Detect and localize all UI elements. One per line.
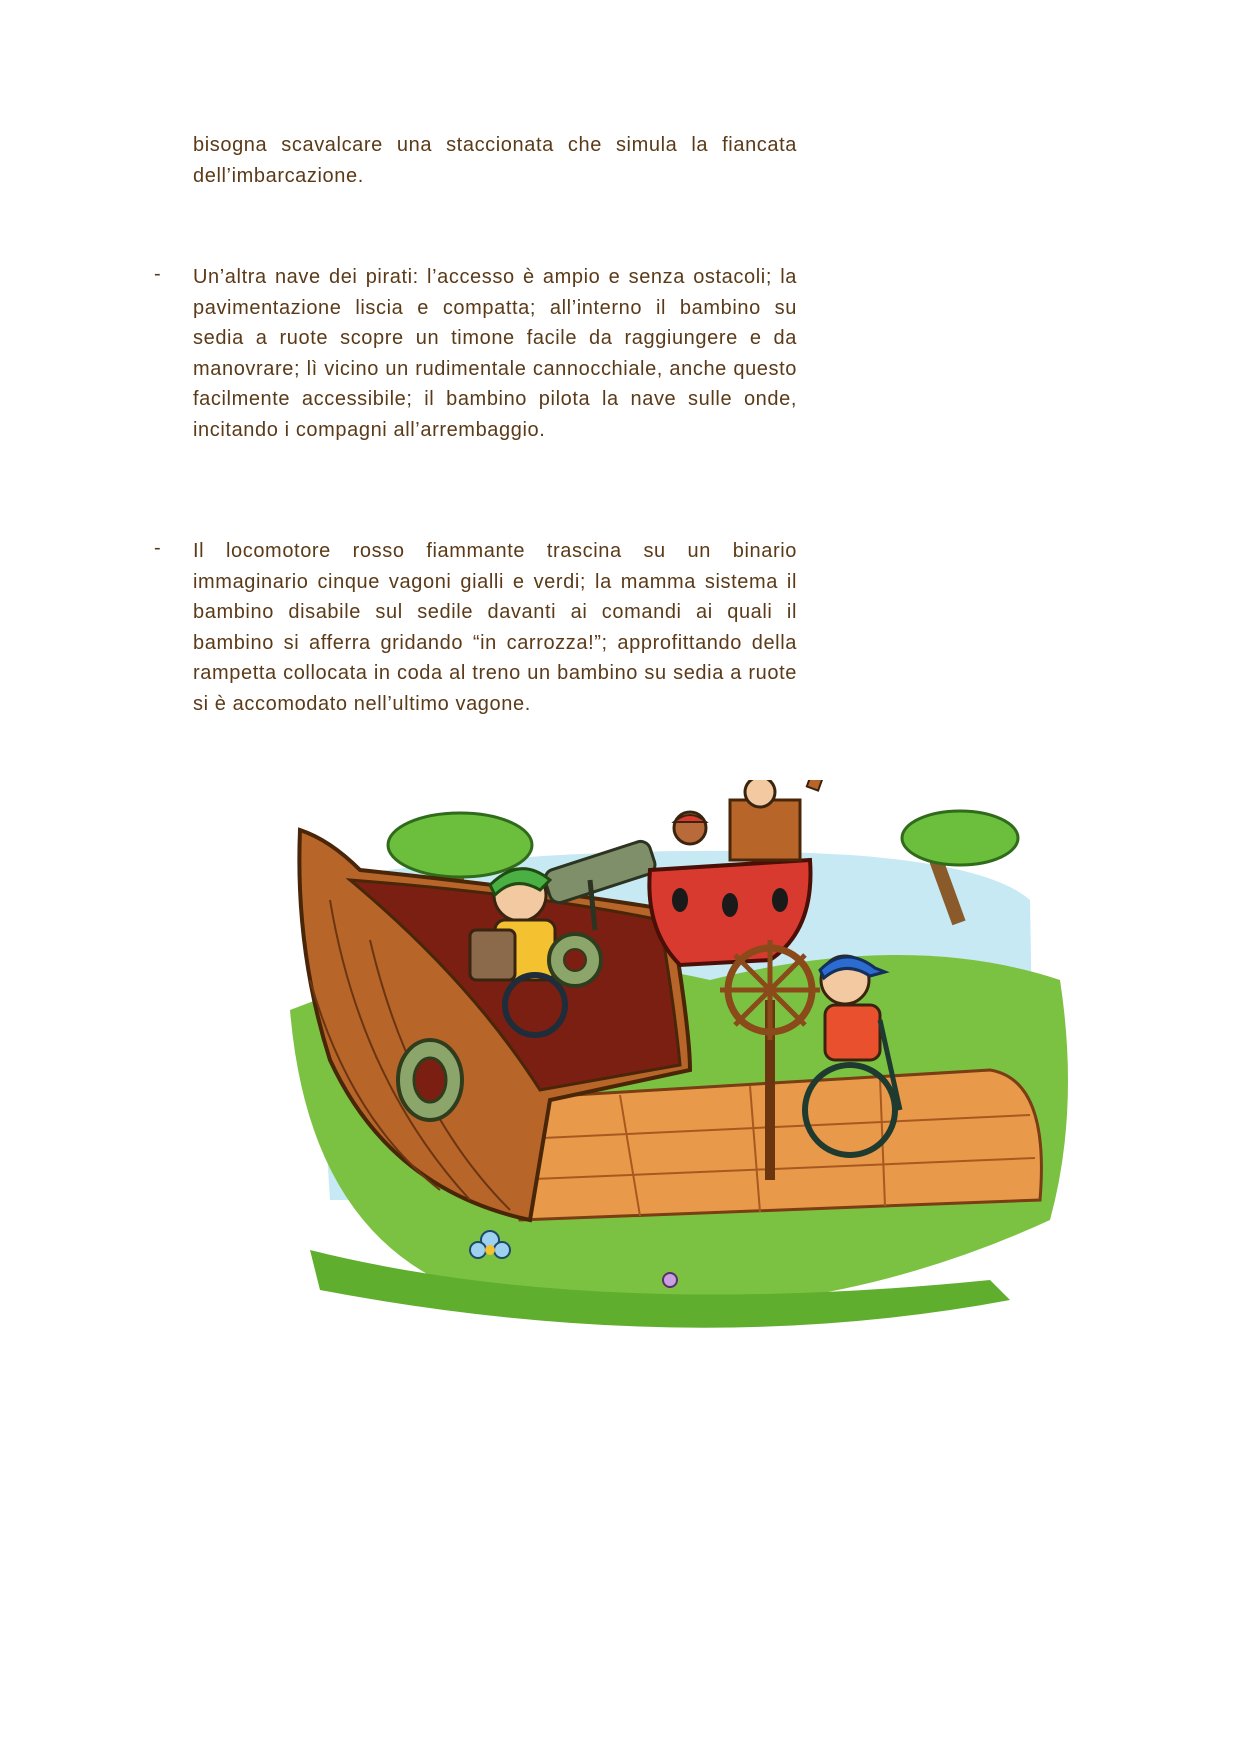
paragraph-continuation [193,130,797,191]
paragraph-text: Un’altra nave dei pirati: l’accesso è ampio e senza ostacoli; la pavimentazione liscia e compatta; all’interno il bambino su sedia a ruote scopre un timone facile da raggiungere e da manovrare; lì vicino un rudimentale cannocchiale, anche questo facilmente accessibile; il bambino pilota la nave sulle onde, incitando i compagni all’arrembaggio. [193,266,797,441]
crows-nest [730,800,800,860]
list-item-pirate-ship [193,262,797,445]
child-shirt [825,1005,880,1060]
paragraph-text: bisogna scavalcare una staccionata che simula la fiancata dell’imbarcazione. [193,134,797,187]
pirate-child [745,780,775,807]
tree-canopy [388,813,532,877]
paragraph-text: Il locomotore rosso fiammante trascina su un binario immaginario cinque vagoni gialli e verdi; la mamma sistema il bambino disabile sul sedile davanti ai comandi ai quali il bambino si afferra gridando “in carrozza!”; approfittando della rampetta collocata in coda al treno un bambino su sedia a ruote si è accomodato nell’ultimo vagone. [193,540,797,715]
list-item-locomotive [193,536,797,719]
list-bullet: - [154,537,161,559]
list-bullet: - [154,263,161,285]
tree-canopy [902,811,1018,865]
flower-icon [663,1273,677,1287]
pirate-ship-playground-illustration [290,780,1070,1340]
wooden-sword [807,780,835,791]
wheelchair-back [470,930,515,980]
